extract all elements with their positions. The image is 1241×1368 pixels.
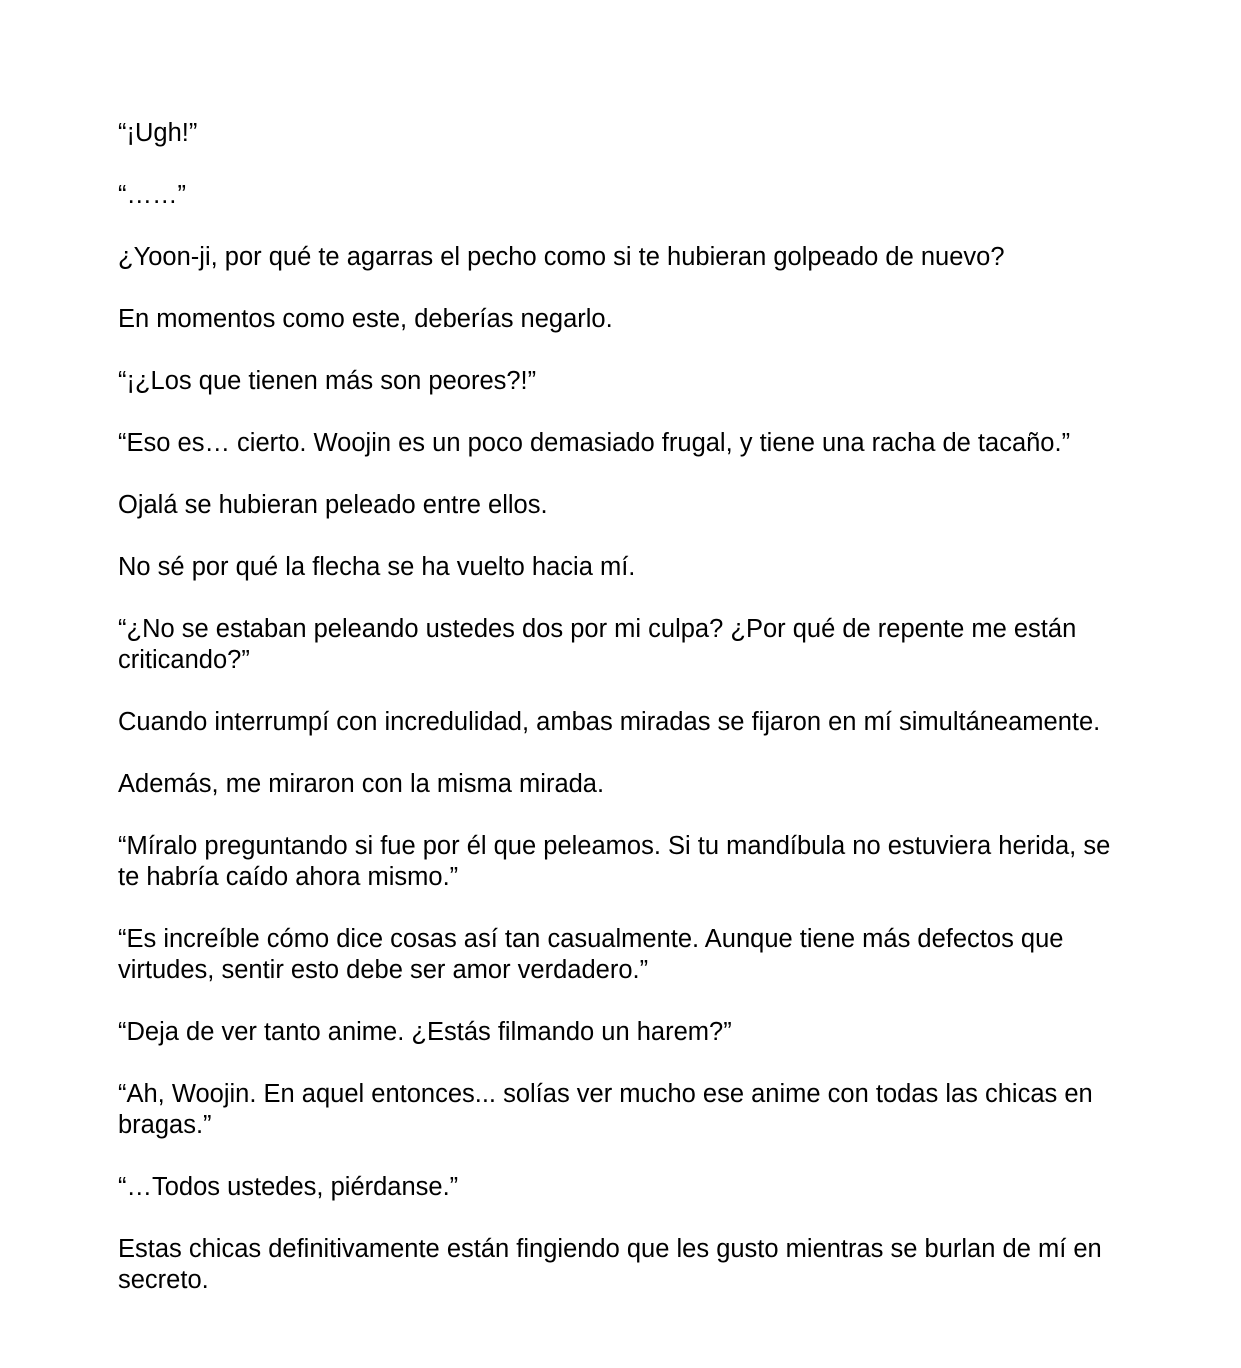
- paragraph: Además, me miraron con la misma mirada.: [118, 770, 605, 798]
- paragraph: “……”: [118, 181, 186, 209]
- paragraph: “Ah, Woojin. En aquel entonces... solías ver mucho ese anime con todas las chicas en bragas.”: [118, 1080, 1093, 1139]
- paragraph: “Eso es… cierto. Woojin es un poco demasiado frugal, y tiene una racha de tacaño.”: [118, 429, 1071, 457]
- paragraph: Cuando interrumpí con incredulidad, ambas miradas se fijaron en mí simultáneamente.: [118, 708, 1101, 736]
- paragraph: Estas chicas definitivamente están fingiendo que les gusto mientras se burlan de mí en secreto.: [118, 1235, 1102, 1294]
- paragraph: “Míralo preguntando si fue por él que peleamos. Si tu mandíbula no estuviera herida, se te habría caído ahora mismo.”: [118, 832, 1111, 891]
- paragraph: “¡Ugh!”: [118, 119, 198, 147]
- paragraph: En momentos como este, deberías negarlo.: [118, 305, 613, 333]
- paragraph: “Deja de ver tanto anime. ¿Estás filmando un harem?”: [118, 1018, 732, 1046]
- paragraph: “…Todos ustedes, piérdanse.”: [118, 1173, 459, 1201]
- paragraph: “Es increíble cómo dice cosas así tan casualmente. Aunque tiene más defectos que virtudes, sentir esto debe ser amor verdadero.”: [118, 925, 1064, 984]
- paragraph: No sé por qué la flecha se ha vuelto hacia mí.: [118, 553, 636, 581]
- paragraph: “¿No se estaban peleando ustedes dos por mi culpa? ¿Por qué de repente me están criticando?”: [118, 615, 1077, 674]
- paragraph: Ojalá se hubieran peleado entre ellos.: [118, 491, 548, 519]
- paragraph: ¿Yoon-ji, por qué te agarras el pecho como si te hubieran golpeado de nuevo?: [118, 243, 1005, 271]
- paragraph: “¡¿Los que tienen más son peores?!”: [118, 367, 537, 395]
- document-body: [118, 118, 1123, 1327]
